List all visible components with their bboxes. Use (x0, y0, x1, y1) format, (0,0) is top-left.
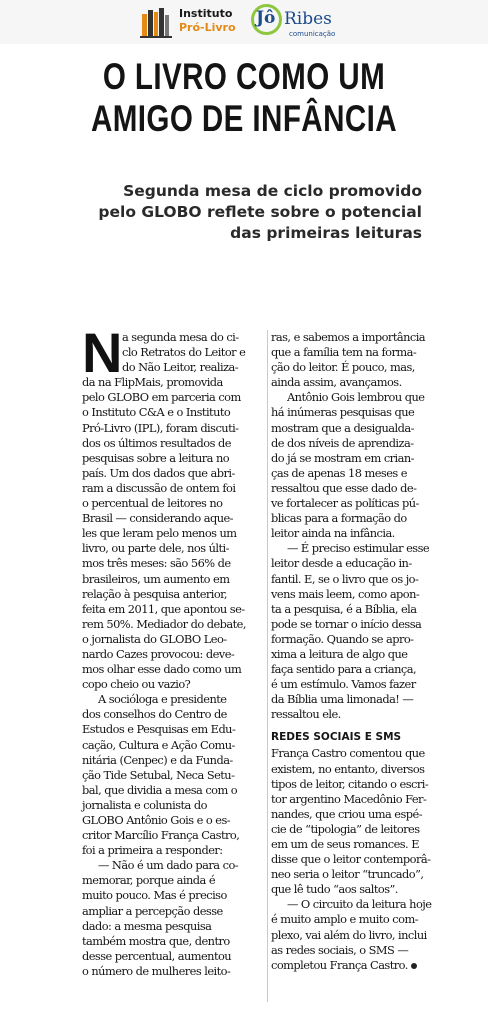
text-line: o jornalista do GLOBO Leo- (82, 631, 227, 646)
text-line: plexo, vai além do livro, inclui (271, 927, 427, 942)
text-line: — É preciso estimular esse (287, 541, 430, 556)
article-subhead (92, 181, 422, 244)
text-line: mostram que a desigualda- (271, 420, 414, 435)
subhead-line: Segunda mesa de ciclo promovido (123, 182, 422, 200)
text-line: xima a leitura de algo que (271, 646, 408, 661)
text-line: feita em 2011, que apontou se- (82, 601, 245, 616)
text-line: pelo GLOBO em parceria com (82, 390, 241, 405)
text-line: memorar, porque ainda é (82, 873, 216, 888)
text-line: o percentual de leitores no (82, 496, 223, 511)
text-line: ta a pesquisa, é a Bíblia, ela (271, 601, 417, 616)
text-line: rem 50%. Mediador do debate, (82, 616, 246, 631)
text-line: Brasil — considerando aque- (82, 511, 233, 526)
text-line: Pró-Livro (IPL), foram discuti- (82, 420, 239, 435)
text-line: de dos níveis de aprendiza- (271, 435, 414, 450)
text-line: nitária (Cenpec) e da Funda- (82, 752, 233, 767)
text-line: ve fortalecer as políticas pú- (271, 496, 419, 511)
text-line: tipos de leitor, citando o escri- (271, 776, 429, 791)
text-line: relação à pesquisa anterior, (82, 586, 227, 601)
text-line: ção Tide Setubal, Neca Setu- (82, 767, 235, 782)
text-line: a segunda mesa do ci- (122, 330, 239, 344)
text-line: que a família tem na forma- (271, 345, 417, 360)
article-column-1 (82, 321, 265, 979)
text-line: jornalista e colunista do (82, 797, 207, 812)
text-line: da na FlipMais, promovida (82, 375, 223, 390)
jo-ribes-logo-sub: comunicação (289, 30, 336, 38)
text-line: dos os últimos resultados de (82, 435, 231, 450)
text-line: GLOBO Antônio Gois e o es- (82, 813, 231, 827)
jo-ribes-logo (251, 4, 351, 40)
text-line: país. Um dos dados que abri- (82, 465, 235, 480)
text-line: ainda assim, avançamos. (271, 375, 402, 390)
text-line: tor argentino Macedônio Fer- (271, 791, 427, 806)
text-line: ças de apenas 18 meses e (271, 465, 407, 480)
drop-cap: N (82, 321, 123, 384)
text-line: ampliar a percepção desse (82, 903, 223, 918)
text-line: dos conselhos do Centro de (82, 707, 227, 722)
text-line: França Castro comentou que (271, 746, 425, 761)
headline-line: AMIGO DE INFÂNCIA (90, 98, 398, 139)
text-line: fantil. E, se o livro que os jo- (271, 571, 419, 586)
text-line: pode se tornar o início dessa (271, 616, 422, 631)
text-line: ras, e sabemos a importância (271, 330, 426, 344)
text-line: les que leram pelo menos um (82, 526, 237, 541)
text-line: ção do leitor. É pouco, mas, (271, 360, 415, 375)
text-line: leitor ainda na infância. (271, 526, 395, 541)
text-line: leitor desde a educação in- (271, 556, 412, 571)
text-line: completou França Castro. (271, 958, 449, 973)
books-icon (139, 6, 175, 38)
text-line: Antônio Gois lembrou que (287, 390, 425, 405)
text-line: blicas para a formação do (271, 511, 407, 526)
text-line: é muito amplo e muito com- (271, 912, 418, 927)
text-line: brasileiros, um aumento em (82, 571, 230, 586)
text-line: desse percentual, aumentou (82, 948, 232, 963)
text-line: disse que o leitor contemporâ- (271, 852, 431, 867)
text-line: mos olhar esse dado como um (82, 662, 242, 677)
subhead-line: pelo GLOBO reflete sobre o potencial (98, 203, 422, 221)
subhead-line: das primeiras leituras (230, 224, 422, 242)
text-line: do já se mostram em crian- (271, 450, 414, 465)
text-line: existem, no entanto, diversos (271, 761, 425, 776)
article-headline (49, 56, 439, 140)
text-line: as redes sociais, o SMS — (271, 942, 409, 957)
text-line: Estudos e Pesquisas em Edu- (82, 722, 236, 737)
column-divider (267, 330, 268, 1002)
text-line: muito pouco. Mas é preciso (82, 888, 227, 903)
jo-ribes-logo-jo: Jô (256, 8, 276, 28)
article-column-2 (271, 330, 449, 973)
end-mark-icon (411, 963, 417, 969)
text-line: da Bíblia uma limonada! — (271, 692, 414, 707)
text-line: — O circuito da leitura hoje (287, 897, 432, 912)
instituto-logo-line2: Pró-Livro (179, 21, 236, 34)
text-line: critor Marcílio França Castro, (82, 828, 240, 843)
text-line: é um estímulo. Vamos fazer (271, 677, 416, 692)
text-line: ressaltou ele. (271, 707, 341, 722)
text-line: o Instituto C&A e o Instituto (82, 405, 231, 420)
instituto-logo-line1: Instituto (179, 7, 233, 20)
text-line: ram a discussão de ontem foi (82, 480, 236, 495)
text-line: ressaltou que esse dado de- (271, 480, 417, 495)
text-line: neo seria o leitor “truncado”, (271, 867, 424, 882)
jo-ribes-logo-ribes: Ribes (284, 9, 332, 29)
text-line: cação, Cultura e Ação Comu- (82, 737, 235, 752)
logo-bar (0, 0, 488, 44)
text-line: clo Retratos do Leitor e (122, 345, 246, 360)
text-line: há inúmeras pesquisas que (271, 405, 415, 420)
text-line: nandes, que criou uma espé- (271, 806, 423, 821)
text-line: vens mais leem, como apon- (271, 586, 420, 601)
text-line: foi a primeira a responder: (82, 843, 223, 858)
text-line: faça sentido para a criança, (271, 662, 417, 677)
text-line: — Não é um dado para co- (98, 858, 239, 873)
text-line: que lê tudo “aos saltos”. (271, 882, 398, 897)
text-line: também mostra que, dentro (82, 933, 230, 948)
text-line: cie de “tipologia” de leitores (271, 821, 420, 836)
text-line: formação. Quando se apro- (271, 631, 414, 646)
text-line: bal, que dividia a mesa com o (82, 782, 238, 797)
text-line: em um de seus romances. E (271, 837, 419, 851)
text-line: nardo Cazes provocou: deve- (82, 646, 235, 661)
text-line: A socióloga e presidente (98, 692, 227, 707)
text-line: o número de mulheres leito- (82, 963, 231, 978)
text-line: mos três meses: são 56% de (82, 556, 231, 571)
text-line: pesquisas sobre a leitura no (82, 450, 230, 465)
section-heading: REDES SOCIAIS E SMS (271, 731, 402, 744)
text-line: do Não Leitor, realiza- (122, 360, 239, 375)
text-line: dado: a mesma pesquisa (82, 918, 212, 933)
headline-line: O LIVRO COMO UM (102, 56, 386, 97)
text-line: copo cheio ou vazio? (82, 677, 191, 692)
text-line: livro, ou parte dele, nos últi- (82, 541, 229, 556)
